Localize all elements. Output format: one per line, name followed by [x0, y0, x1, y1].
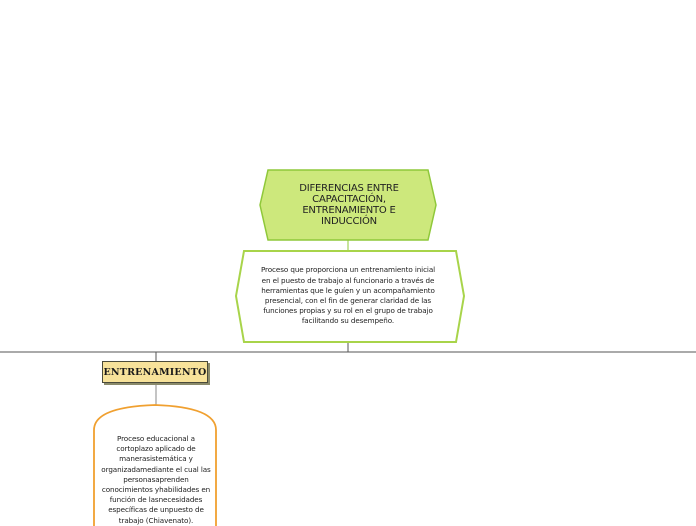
central-node-title[interactable]: DIFERENCIAS ENTRE CAPACITACIÓN, ENTRENAMIENTO E INDUCCIÓN — [299, 183, 399, 227]
subtopic-node-text[interactable]: Proceso educacional a cortoplazo aplicado de manerasistemática y organizadamediante el cual las personasaprenden conocimientos yhabilidades en función de lasnecesidades específicas de unpuesto de trabajo (Chiavenato). — [101, 434, 211, 525]
topic-node-entrenamiento[interactable]: ENTRENAMIENTO — [102, 361, 208, 383]
description-node-text[interactable]: Proceso que proporciona un entrenamiento inicial en el puesto de trabajo al funcionario a través de herramientas que le guíen y un acompañamiento presencial, con el fin de generar claridad de las funciones propias y su rol en el grupo de trabajo facilitando su desempeño. — [260, 265, 436, 326]
